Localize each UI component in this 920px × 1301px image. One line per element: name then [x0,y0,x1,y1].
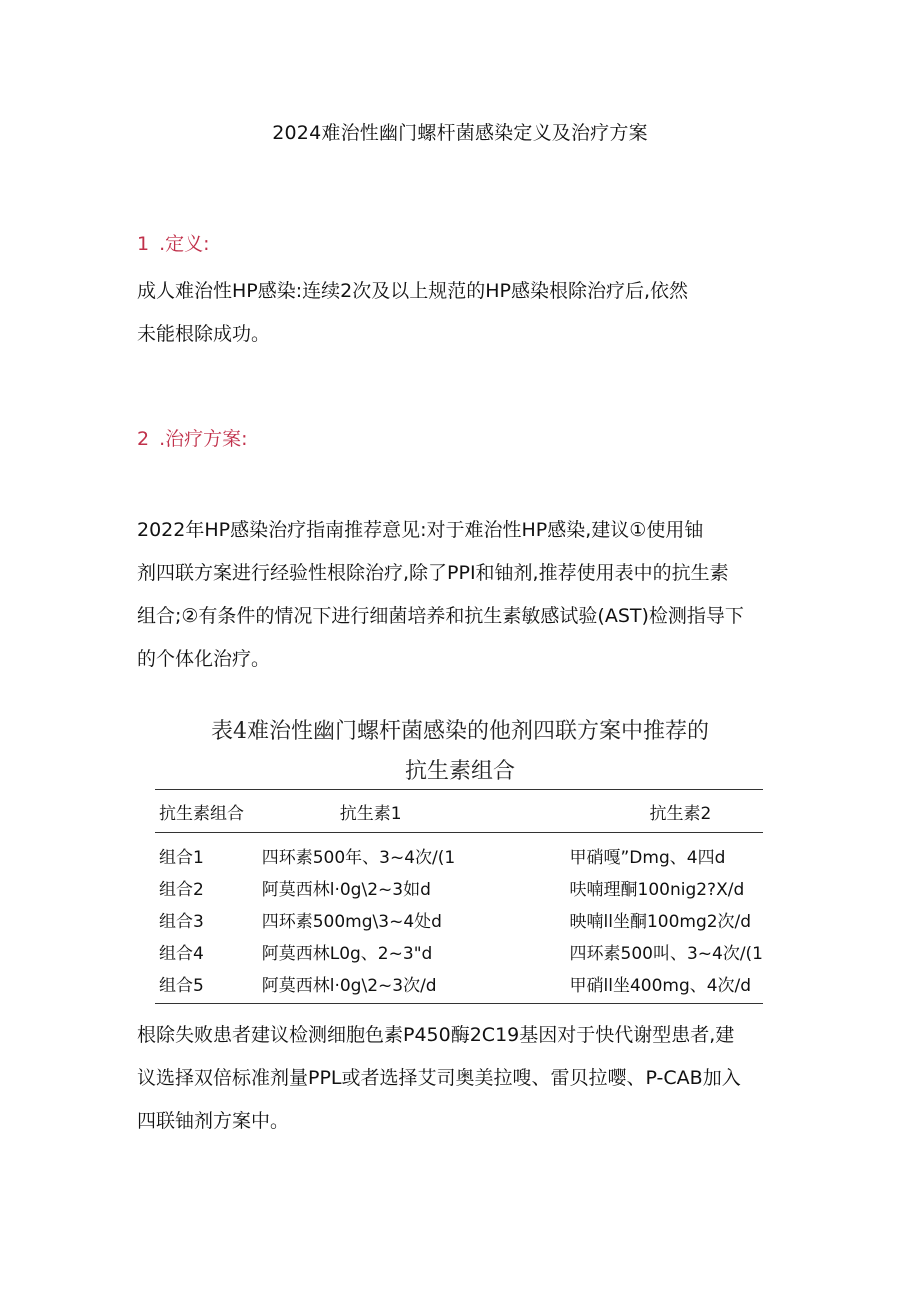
combination-cell: 组合1 [159,847,204,868]
paragraph-line: 根除失败患者建议检测细胞色素P450酶2C19基因对于快代谢型患者,建 [137,1024,735,1046]
antibiotic2-cell: 呋喃理酮100nig2?X/d [569,879,745,900]
combination-cell: 组合5 [159,975,204,996]
antibiotic-combination-table [155,789,763,1004]
definition-paragraph [137,270,787,356]
treatment-paragraph [137,509,787,681]
table-row [155,871,763,903]
antibiotic1-cell: 四环素500年、3~4次/(1 [261,847,456,868]
paragraph-line: 未能根除成功。 [137,323,271,345]
paragraph-line: 组合;②有条件的情况下进行细菌培养和抗生素敏感试验(AST)检测指导下 [137,605,744,627]
section2-heading [137,424,248,451]
table-header-row [155,790,763,833]
antibiotic1-cell: 阿莫西林L0g、2~3"d [261,943,433,964]
paragraph-line: 议选择双倍标准剂量PPL或者选择艾司奥美拉嗖、雷贝拉嘤、P-CAB加入 [137,1067,741,1089]
paragraph-line: 成人难治性HP感染:连续2次及以上规范的HP感染根除治疗后,依然 [137,280,689,302]
table-row [155,833,763,872]
antibiotic1-cell: 阿莫西林l·0g\2~3次/d [261,975,437,996]
column-header-antibiotic2: 抗生素2 [649,803,712,824]
column-header-antibiotic1: 抗生素1 [339,803,402,824]
antibiotic2-cell: 甲硝嘎”Dmg、4四d [569,847,726,868]
section1-number: 1 [137,233,150,255]
paragraph-line: 的个体化治疗。 [137,648,271,670]
section1-heading-text: .定义: [159,233,210,255]
antibiotic2-cell: 甲硝ll坐400mg、4次/d [569,975,752,996]
section2-number: 2 [137,428,150,450]
section2-heading-text: .治疗方案: [159,428,248,450]
paragraph-line: 2022年HP感染治疗指南推荐意见:对于难治性HP感染,建议①使用铀 [137,519,704,541]
table-caption-line: 表4难治性幽门螺杆菌感染的他剂四联方案中推荐的 [211,719,709,744]
table-row [155,903,763,935]
table-row [155,967,763,1004]
page-title: 2024难治性幽门螺杆菌感染定义及治疗方案 [272,122,648,144]
table-caption-line: 抗生素组合 [404,759,515,784]
combination-cell: 组合2 [159,879,204,900]
table-caption [0,712,920,792]
antibiotic1-cell: 阿莫西林l·0g\2~3如d [261,879,431,900]
antibiotic2-cell: 映喃ll坐酮100mg2次/d [569,911,752,932]
column-header-combination: 抗生素组合 [159,803,244,824]
antibiotic2-cell: 四环素500叫、3~4次/(1 [569,943,763,964]
closing-paragraph [137,1014,787,1143]
paragraph-line: 四联铀剂方案中。 [137,1110,290,1132]
combination-cell: 组合4 [159,943,204,964]
paragraph-line: 剂四联方案进行经验性根除治疗,除了PPI和铀剂,推荐使用表中的抗生素 [137,562,729,584]
table-row [155,935,763,967]
antibiotic1-cell: 四环素500mg\3~4处d [261,911,442,932]
section1-heading [137,229,210,256]
combination-cell: 组合3 [159,911,204,932]
